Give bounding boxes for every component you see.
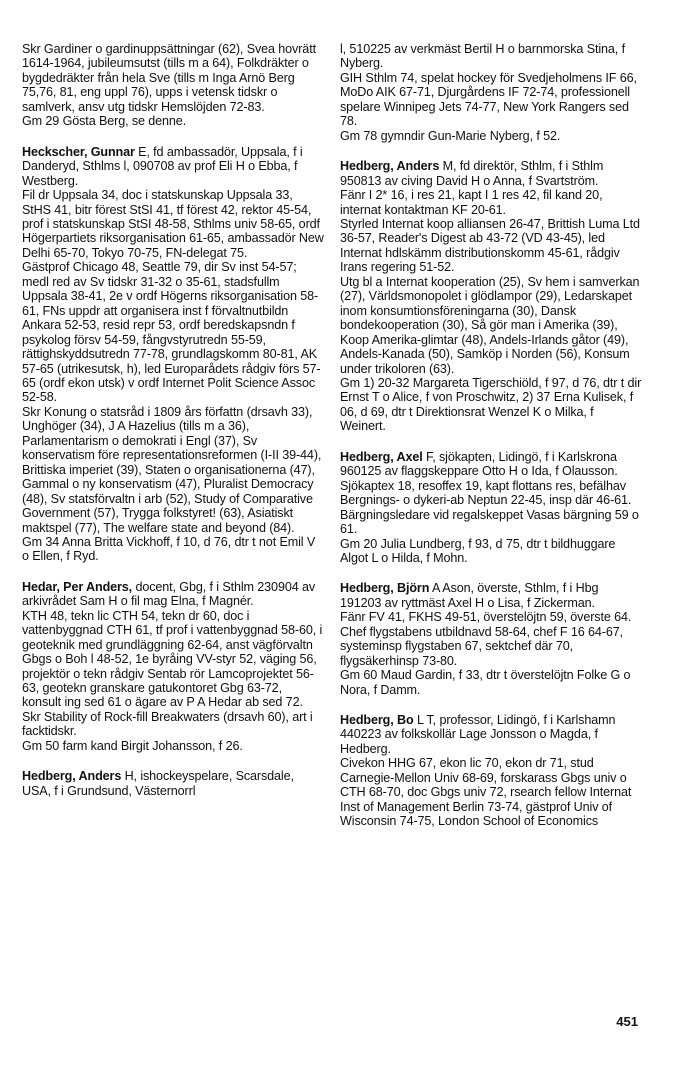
entry-paragraph: Gm 34 Anna Britta Vickhoff, f 10, d 76, dtr t not Emil V o Ellen, f Ryd. (22, 534, 316, 564)
entry-heading (340, 713, 642, 756)
entry-name: Hedberg, Bo (340, 713, 414, 728)
entry-paragraph: Fänr I 2* 16, i res 21, kapt I 1 res 42, fil kand 20, internat kontaktman KF 20-61. (340, 188, 603, 217)
entry-paragraph: Styrled Internat koop alliansen 26-47, Brittish Luma Ltd 36-57, Reader's Digest ab 43-72 (VD 43-45), led Internat hdlskämm distributionskomm 45-61, rådgiv Irans regering 51-52. (340, 216, 640, 275)
entry-continuation (340, 42, 642, 143)
entry-heading (22, 769, 324, 798)
entry-paragraph: Gm 29 Gösta Berg, se denne. (22, 114, 187, 129)
entry-paragraph: Gm 78 gymndir Gun-Marie Nyberg, f 52. (340, 128, 561, 143)
entry-paragraph: Gm 20 Julia Lundberg, f 93, d 75, dtr t bildhuggare Algot L o Hilda, f Mohn. (340, 536, 616, 565)
entry-paragraph: l, 510225 av verkmäst Bertil H o barnmorska Stina, f Nyberg. (340, 42, 625, 71)
entry-intro: A Ason, överste, Sthlm, f i Hbg 191203 av ryttmäst Axel H o Lisa, f Zickerman. (340, 581, 599, 610)
entry-name: Hedberg, Anders (22, 769, 122, 784)
entry-paragraph: Skr Stability of Rock-fill Breakwaters (drsavh 60), art i facktidskr. (22, 709, 313, 739)
entry-intro: H, ishockeyspelare, Scarsdale, USA, f i Grundsund, Västernorrl (22, 769, 294, 798)
entry-intro: F, sjökapten, Lidingö, f i Karlskrona 960125 av flaggskeppare Otto H o Ida, f Olausson. (340, 449, 618, 479)
entry-name: Hedar, Per Anders, (22, 579, 133, 594)
biography-entry (340, 713, 642, 829)
entry-name: Hedberg, Anders (340, 159, 440, 174)
entry-paragraph: Gm 1) 20-32 Margareta Tigerschiöld, f 97, d 76, dtr t dir Ernst T o Alice, f von Proschwitz, 2) 37 Erna Kulisek, f 06, d 69, dtr t Direktionsrat Wenzel K o Milka, f Weinert. (340, 375, 642, 434)
entry-intro: E, fd ambassadör, Uppsala, f i Danderyd, Sthlms l, 090708 av prof Eli H o Ebba, f Westberg. (22, 144, 303, 188)
entry-intro: L T, professor, Lidingö, f i Karlshamn 440223 av folkskollär Lage Jonsson o Magda, f Hedberg. (340, 713, 616, 756)
entry-paragraph: Skr Gardiner o gardinuppsättningar (62), Svea hovrätt 1614-1964, jubileumsutst (tills m a 64), Folkdräkter o bygdedräkter från hela Sve (tills m Inga Arnö Berg 75,76, 81, eng uppl 76), upps i vetensk tidskr o samlverk, ansv utg tidskr Hemslöjden 72-83. (22, 42, 316, 114)
entry-paragraph: KTH 48, tekn lic CTH 54, tekn dr 60, doc i vattenbyggnad CTH 61, tf prof i vattenbyggnad 58-60, i geoteknik med grundläggning 62-64, anst vägförvaltn Gbgs o Boh l 48-52, 1e byråing VV-styr 52, väging 56, projektör o tekn rådgiv Sentab rör Lamcoprojektet 56-63, geotekn granskare gatukontoret Gbg 63-72, konsult ing sed 61 o ägare av P A Hedar ab sed 72. (22, 608, 323, 710)
entry-paragraph: GIH Sthlm 74, spelat hockey för Svedjeholmens IF 66, MoDo AIK 67-71, Djurgårdens IF 72-74, professionell spelare Winnipeg Jets 74-77, New York Rangers sed 78. (340, 70, 637, 129)
biography-entry (22, 769, 324, 798)
entry-name: Hedberg, Axel (340, 449, 423, 464)
entry-paragraph: Fänr FV 41, FKHS 49-51, överstelöjtn 59, överste 64. (340, 610, 632, 625)
entry-paragraph: Civekon HHG 67, ekon lic 70, ekon dr 71, stud Carnegie-Mellon Univ 68-69, forskarass Gbgs univ o CTH 68-70, doc Gbgs univ 72, rsearch fellow Internat Inst of Management Berlin 73-74, gästprof Univ of Wisconsin 74-75, London School of Economics (340, 756, 632, 829)
entry-paragraph: Gm 50 farm kand Birgit Johansson, f 26. (22, 738, 243, 753)
entry-heading (340, 450, 642, 479)
entry-intro: M, fd direktör, Sthlm, f i Sthlm 950813 av civing David H o Anna, f Svartström. (340, 159, 604, 188)
entry-continuation (22, 42, 324, 129)
entry-heading (340, 581, 642, 610)
entry-paragraph: Bärgningsledare vid regalskeppet Vasas bärgning 59 o 61. (340, 507, 639, 537)
biography-entry (340, 581, 642, 697)
entry-paragraph: Skr Konung o statsråd i 1809 års författn (drsavh 33), Unghöger (34), J A Hazelius (tills m a 36), Parlamentarism o demokrati i Engl (37), Sv konservatism före representationsreformen (I-II 39-44), Brittiska imperiet (39), Staten o organisationerna (47), Gammal o ny konservatism (47), Pluralist Democracy (48), Sv statsförvaltn i arb (52), Study of Comparative Government (57), Trygga folkstyret! (63), Asiatiskt maktspel (77), The welfare state and beyond (84). (22, 404, 322, 535)
page-number: 451 (616, 1014, 638, 1029)
entry-name: Hedberg, Björn (340, 581, 430, 596)
entry-heading (22, 145, 324, 188)
biography-entry (22, 145, 324, 564)
biography-entry (22, 580, 324, 753)
entry-paragraph: Sjökaptex 18, resoffex 19, kapt flottans res, befälhav Bergnings- o dykeri-ab Neptun 22-45, insp där 46-61. (340, 478, 632, 508)
right-text-column (340, 42, 642, 845)
entry-paragraph: Utg bl a Internat kooperation (25), Sv hem i samverkan (27), Världsmonopolet i glödlampor (29), Ledarskapet inom konsumtionsföreningarna (30), Dansk bondekooperation (30), Så gör man i Amerika (39), Koop Amerika-glimtar (48), Andels-Irlands gåtor (49), Andels-Kanada (50), Samköp i Norden (56), Konsum under trikoloren (63). (340, 274, 640, 376)
biography-entry (340, 159, 642, 434)
entry-heading (340, 159, 642, 188)
entry-intro: docent, Gbg, f i Sthlm 230904 av arkivrådet Sam H o fil mag Elna, f Magnér. (22, 579, 316, 609)
entry-heading (22, 580, 324, 609)
biography-entry (340, 450, 642, 566)
entry-paragraph: Chef flygstabens utbildnavd 58-64, chef F 16 64-67, systeminsp flygstaben 67, sektchef där 70, flygsäkerhinsp 73-80. (340, 624, 624, 668)
entry-paragraph: Fil dr Uppsala 34, doc i statskunskap Uppsala 33, StHS 41, bitr förest StSI 41, tf förest 42, rektor 45-54, prof i statskunskap StSI 48-58, Sthlms univ 58-65, ordf Högerpartiets riksorganisation 61-65, ambassadör New Delhi 65-70, Tokyo 70-75, FN-delegat 75. (22, 188, 324, 260)
entry-name: Heckscher, Gunnar (22, 144, 135, 159)
entry-paragraph: Gm 60 Maud Gardin, f 33, dtr t överstelöjtn Folke G o Nora, f Damm. (340, 668, 631, 697)
left-text-column (22, 42, 324, 814)
entry-paragraph: Gästprof Chicago 48, Seattle 79, dir Sv inst 54-57; medl red av Sv tidskr 31-32 o 35-61, stadsfullm Uppsala 38-41, 2e v ordf Högerns riksorganisation 58-61, FNs uppdr att organisera inst f förvaltnutbildn Ankara 52-53, resid repr 53, ordf beredskapsndn f psykolog försv 54-59, fångvstyrutredn 55-59, rättighskyddsutredn 77-78, grundlagskomm 80-81, AK 57-65 (utrikesutsk, h), led Europarådets rådgiv förs 57-65 (ordf ekon utsk) v ordf Internet Polit Science Assoc 52-58. (22, 260, 321, 405)
